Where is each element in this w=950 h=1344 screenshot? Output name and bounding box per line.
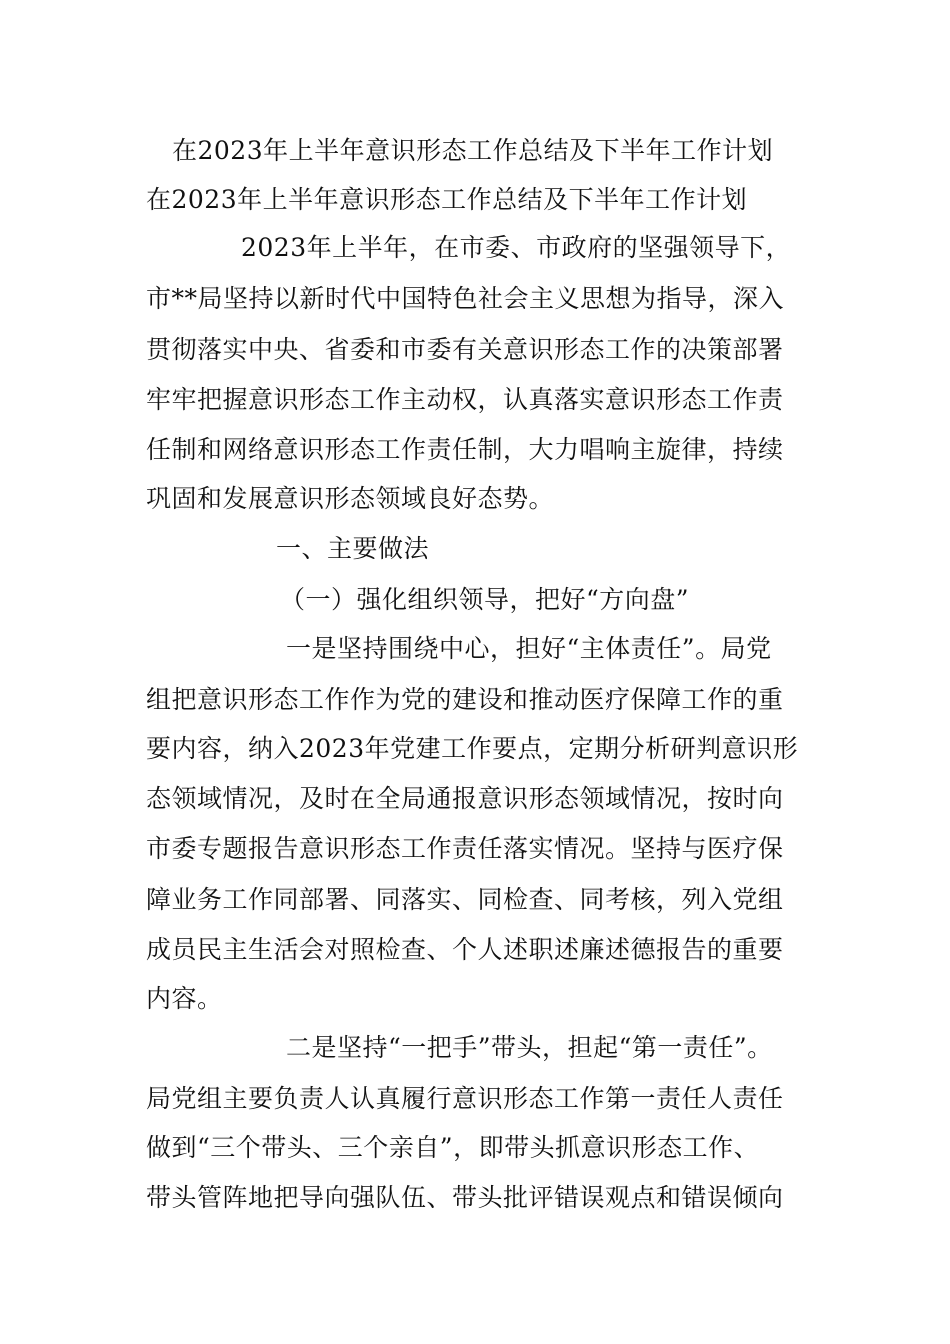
paragraph-line: 态领域情况，及时在全局通报意识形态领域情况，按时向 (146, 784, 784, 813)
paragraph-line: 要内容，纳入2023年党建工作要点，定期分析研判意识形 (146, 734, 799, 763)
subsection-heading: （一）强化组织领导，把好“方向盘” (280, 585, 690, 614)
paragraph-line: 做到“三个带头、三个亲自”，即带头抓意识形态工作、 (146, 1133, 760, 1162)
paragraph-line: 任制和网络意识形态工作责任制，大力唱响主旋律，持续 (146, 435, 784, 464)
paragraph-line: 市委专题报告意识形态工作责任落实情况。坚持与医疗保 (146, 834, 784, 863)
paragraph-line: 牢牢把握意识形态工作主动权，认真落实意识形态工作责 (146, 385, 784, 414)
paragraph-line: 2023年上半年，在市委、市政府的坚强领导下， (241, 233, 792, 262)
paragraph-line: 障业务工作同部署、同落实、同检查、同考核，列入党组 (146, 885, 784, 914)
paragraph-line: 贯彻落实中央、省委和市委有关意识形态工作的决策部署 (146, 335, 784, 364)
paragraph-line: 市**局坚持以新时代中国特色社会主义思想为指导，深入 (146, 284, 785, 313)
paragraph-line: 带头管阵地把导向强队伍、带头批评错误观点和错误倾向 (146, 1183, 784, 1212)
paragraph-line: 组把意识形态工作作为党的建设和推动医疗保障工作的重 (146, 685, 784, 714)
paragraph-line: 巩固和发展意识形态领域良好态势。 (146, 484, 555, 513)
paragraph-line: 内容。 (146, 984, 223, 1013)
paragraph-line: 局党组主要负责人认真履行意识形态工作第一责任人责任 (146, 1084, 784, 1113)
paragraph-line: 成员民主生活会对照检查、个人述职述廉述德报告的重要 (146, 935, 784, 964)
section-heading: 一、主要做法 (276, 534, 430, 563)
paragraph-line: 二是坚持“一把手”带头，担起“第一责任”。 (286, 1033, 773, 1062)
document-title: 在2023年上半年意识形态工作总结及下半年工作计划 (172, 136, 774, 165)
document-subtitle: 在2023年上半年意识形态工作总结及下半年工作计划 (146, 185, 748, 214)
paragraph-line: 一是坚持围绕中心，担好“主体责任”。局党 (286, 634, 772, 663)
